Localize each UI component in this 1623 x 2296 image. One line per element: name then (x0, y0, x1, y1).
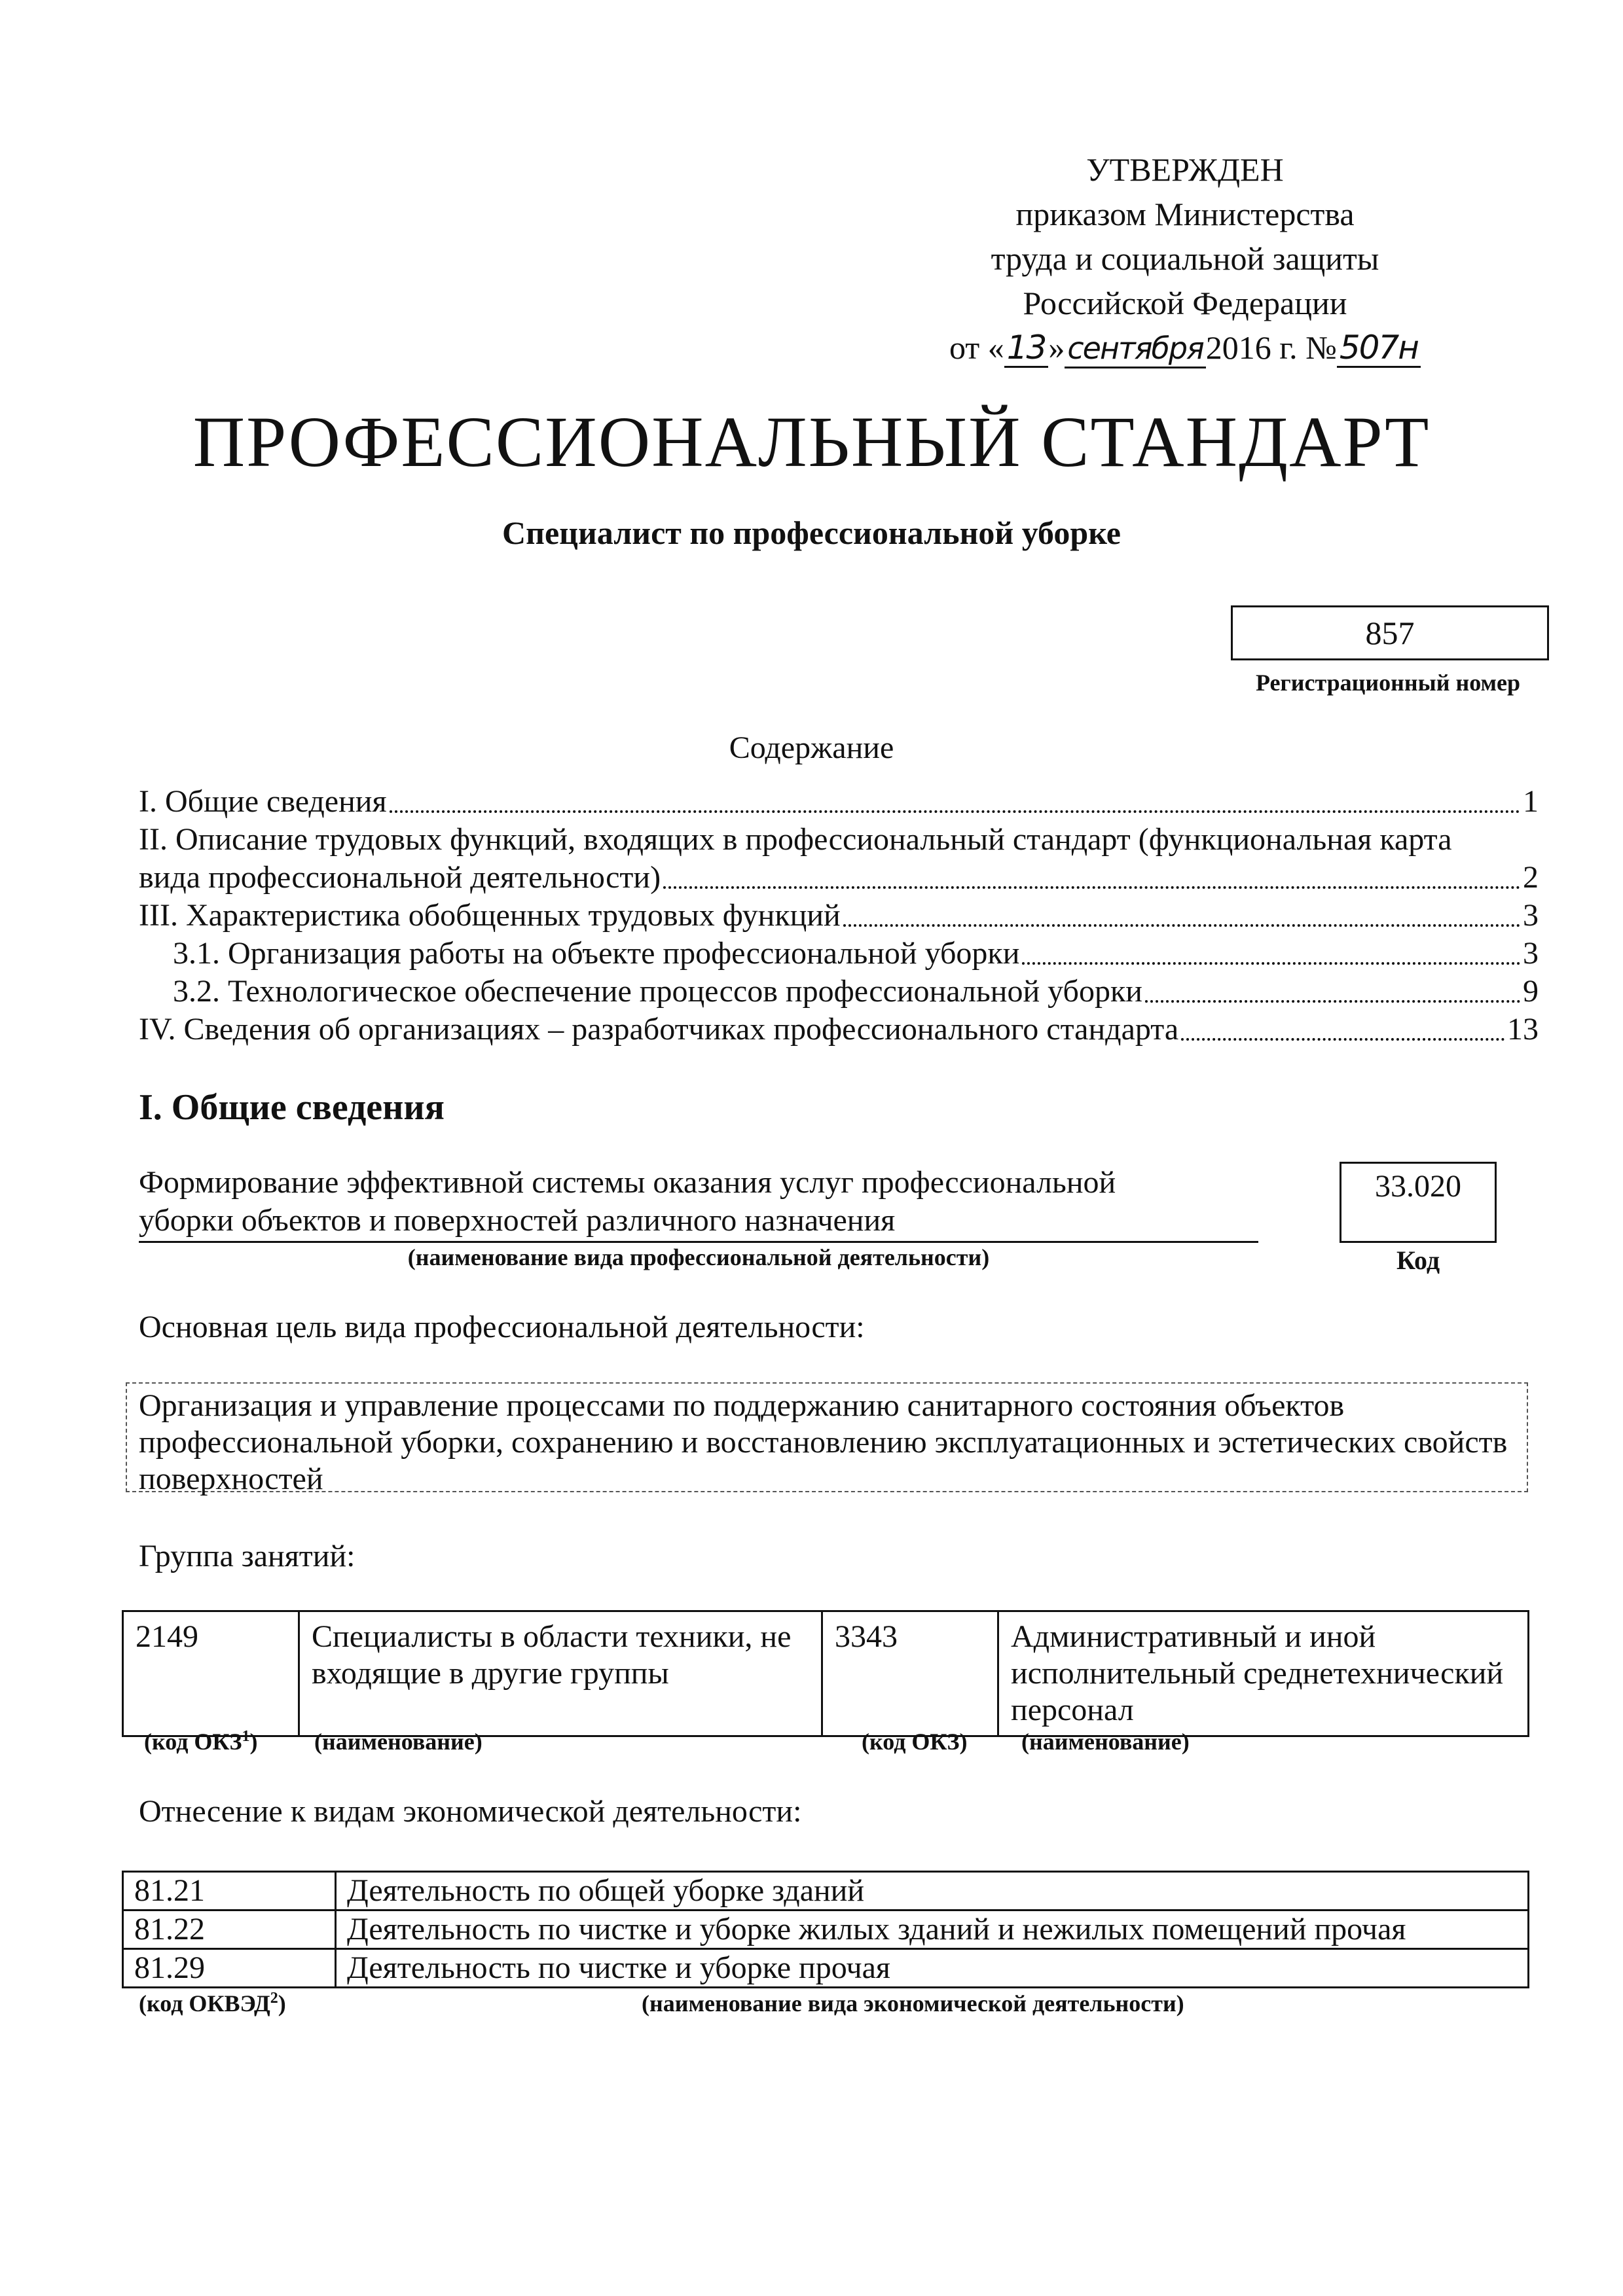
econ-activity-table (122, 1871, 1529, 1988)
occupation-group-label: Группа занятий: (139, 1539, 356, 1573)
table-row (123, 1872, 1529, 1910)
activity-caption: (наименование вида профессиональной деятельности) (407, 1244, 990, 1270)
section-title: I. Общие сведения (139, 1087, 445, 1128)
toc-item-label: 3.2. Технологическое обеспечение процессов профессиональной уборки (173, 974, 1142, 1009)
approval-line-4: Российской Федерации (1023, 285, 1347, 321)
toc-item[interactable] (139, 897, 1539, 935)
document-subtitle: Специалист по профессиональной уборке (502, 514, 1121, 551)
okved-name-caption: (наименование вида экономической деятельности) (642, 1990, 1184, 2017)
date-year: 2016 г. № (1205, 329, 1337, 366)
toc-item[interactable] (139, 1011, 1539, 1049)
okved-name-cell: Деятельность по чистке и уборке жилых зданий и нежилых помещений прочая (336, 1910, 1529, 1949)
toc-leader (1022, 962, 1520, 965)
okz-code-caption: (код ОКЗ$^1$) (144, 1728, 258, 1755)
approval-date-line (936, 325, 1434, 370)
toc-item-label: I. Общие сведения (139, 784, 387, 819)
table-row (123, 1949, 1529, 1988)
toc-item-label: 3.1. Организация работы на объекте профессиональной уборки (173, 936, 1020, 971)
toc-item-page: 13 (1507, 1012, 1539, 1047)
handwritten-order-number: 507н (1337, 329, 1421, 368)
okved-code-cell: 81.22 (123, 1910, 336, 1949)
toc-item-page: 2 (1523, 860, 1539, 895)
toc-item-page: 3 (1523, 898, 1539, 933)
purpose-box: Организация и управление процессами по поддержанию санитарного состояния объектов профессиональной уборки, сохранению и восстановлению эксплуатационных и эстетических свойств поверхностей (126, 1382, 1528, 1492)
table-of-contents (139, 783, 1539, 1049)
toc-leader (1145, 1000, 1520, 1003)
toc-heading: Содержание (729, 730, 894, 765)
document-title: ПРОФЕССИОНАЛЬНЫЙ СТАНДАРТ (192, 402, 1431, 482)
okved-code-cell: 81.21 (123, 1872, 336, 1910)
toc-item-page: 1 (1523, 784, 1539, 819)
approval-line-1: УТВЕРЖДЕН (1086, 151, 1284, 188)
occupation-code-cell: 3343 (822, 1611, 998, 1736)
toc-item-label: IV. Сведения об организациях – разработчиках профессионального стандарта (139, 1012, 1179, 1047)
date-prefix: от « (949, 329, 1004, 366)
activity-line-2: уборки объектов и поверхностей различного назначения (139, 1203, 896, 1238)
econ-activity-label: Отнесение к видам экономической деятельности: (139, 1794, 802, 1829)
table-row (123, 1910, 1529, 1949)
okz-name-caption-2: (наименование) (1021, 1729, 1190, 1755)
approval-line-3: труда и социальной защиты (991, 240, 1379, 277)
activity-line-1: Формирование эффективной системы оказания услуг профессиональной (139, 1165, 1116, 1200)
toc-leader (1181, 1038, 1504, 1041)
occupation-name-cell: Административный и иной исполнительный среднетехнический персонал (998, 1611, 1529, 1736)
handwritten-month: сентября (1065, 330, 1205, 368)
handwritten-day: 13 (1004, 329, 1049, 368)
okz-name-caption: (наименование) (314, 1729, 483, 1755)
activity-name (139, 1164, 1258, 1243)
occupation-code-cell: 2149 (123, 1611, 299, 1736)
date-mid: » (1048, 329, 1065, 366)
okved-code-caption: (код ОКВЭД$^2$) (139, 1990, 286, 2017)
occupation-name-cell: Специалисты в области техники, не входящие в другие группы (299, 1611, 822, 1736)
toc-leader (843, 924, 1520, 927)
activity-code-box: 33.020 (1340, 1162, 1497, 1243)
okved-name-cell: Деятельность по чистке и уборке прочая (336, 1949, 1529, 1988)
toc-item[interactable] (139, 935, 1539, 973)
okved-name-cell: Деятельность по общей уборке зданий (336, 1872, 1529, 1910)
registration-caption: Регистрационный номер (1255, 670, 1521, 696)
toc-item-page: 9 (1523, 974, 1539, 1009)
approval-block (936, 147, 1434, 370)
registration-number-box: 857 (1231, 605, 1549, 660)
code-caption: Код (1396, 1246, 1440, 1275)
table-row (123, 1611, 1529, 1736)
toc-item-label: III. Характеристика обобщенных трудовых функций (139, 898, 841, 933)
occupation-table (122, 1610, 1529, 1737)
toc-item-label: вида профессиональной деятельности) (139, 860, 661, 895)
toc-item-line[interactable]: II. Описание трудовых функций, входящих в профессиональный стандарт (функциональная карта (139, 822, 1452, 857)
okz-code-caption-2: (код ОКЗ) (862, 1729, 968, 1755)
approval-line-2: приказом Министерства (1015, 196, 1355, 232)
toc-item-page: 3 (1523, 936, 1539, 971)
toc-leader (663, 886, 1520, 889)
toc-item[interactable] (139, 859, 1539, 897)
toc-item[interactable] (139, 783, 1539, 821)
toc-leader (390, 810, 1520, 813)
toc-item[interactable] (139, 973, 1539, 1011)
okved-code-cell: 81.29 (123, 1949, 336, 1988)
purpose-label: Основная цель вида профессиональной деятельности: (139, 1310, 865, 1344)
